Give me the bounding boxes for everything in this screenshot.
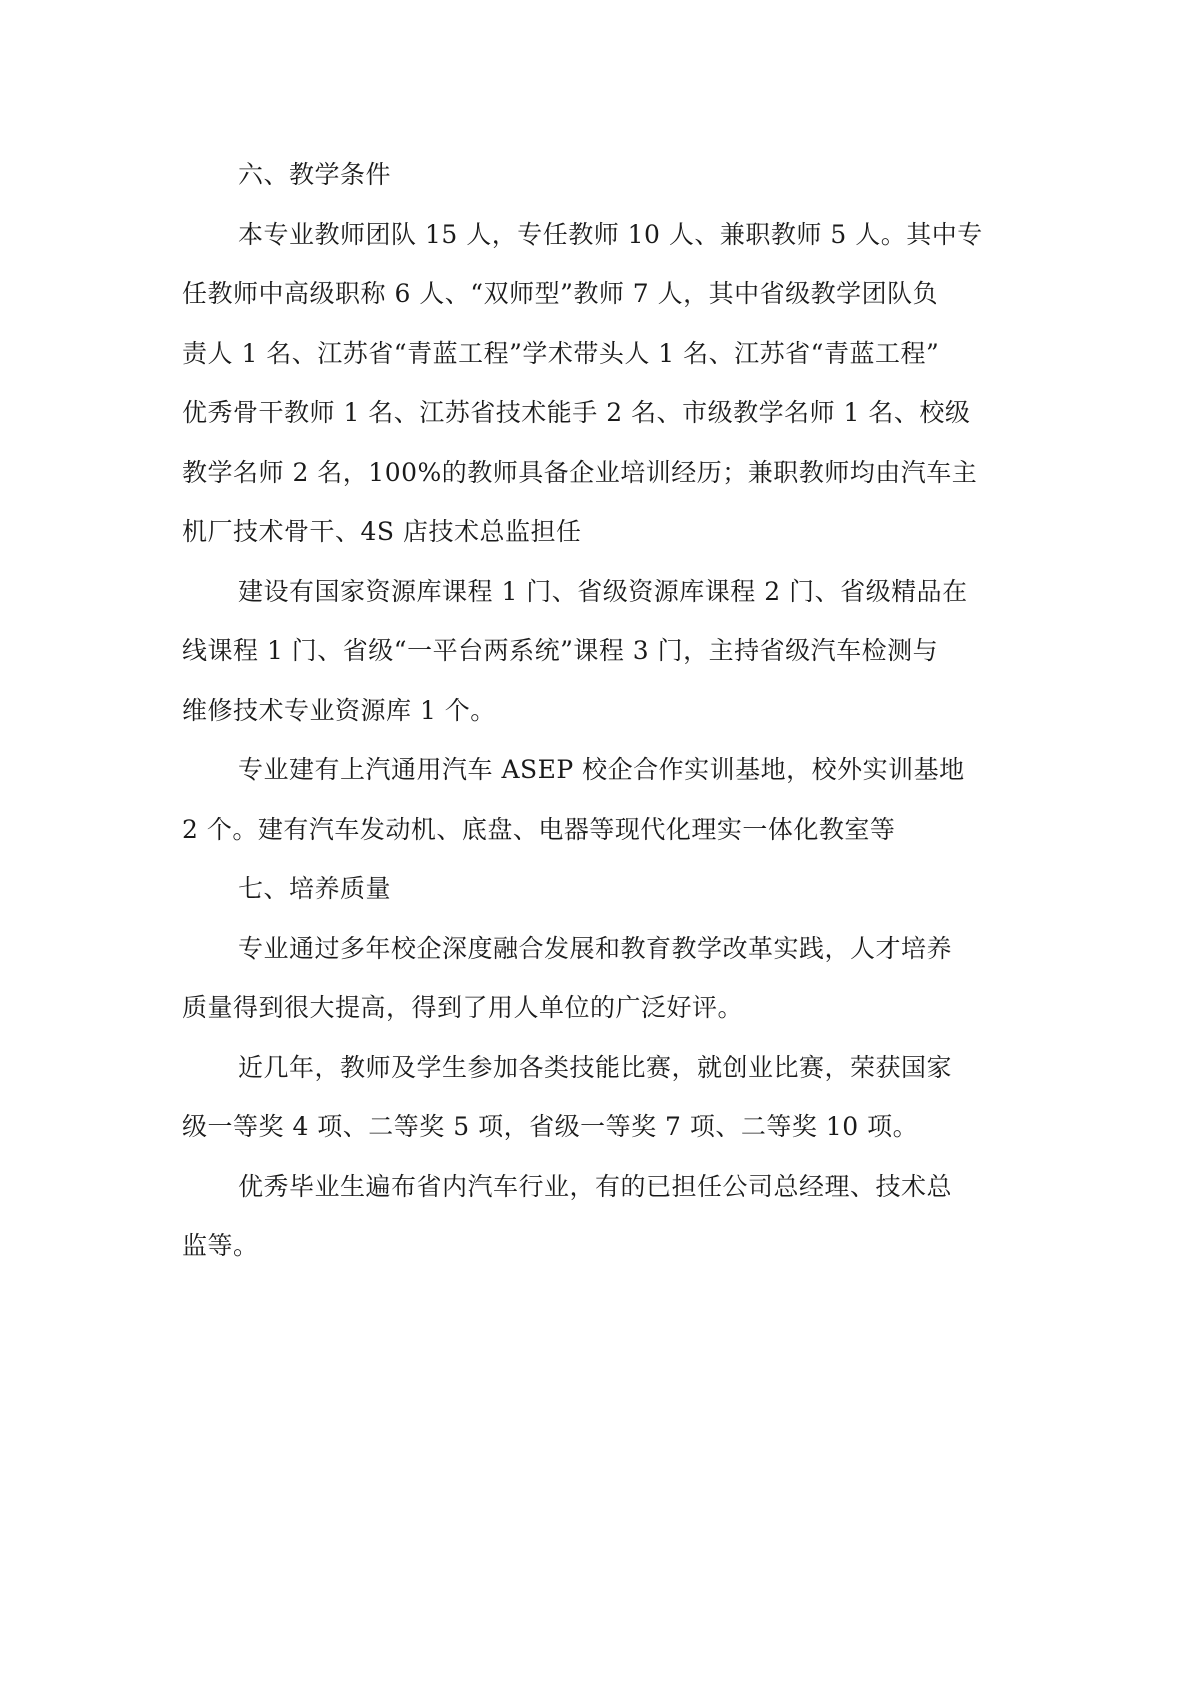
paragraph-line: 责人 1 名、江苏省“青蓝工程”学术带头人 1 名、江苏省“青蓝工程”: [182, 338, 940, 368]
paragraph: [182, 919, 1012, 1038]
document-body: [182, 145, 1012, 1276]
paragraph-line: 2 个。建有汽车发动机、底盘、电器等现代化理实一体化教室等: [182, 814, 896, 844]
paragraph-line: 质量得到很大提高，得到了用人单位的广泛好评。: [182, 993, 744, 1022]
section-6: [182, 145, 1012, 859]
paragraph-line: 线课程 1 门、省级“一平台两系统”课程 3 门，主持省级汽车检测与: [182, 636, 939, 665]
paragraph: [182, 1038, 1012, 1157]
section-heading: 六、教学条件: [238, 160, 392, 189]
paragraph-line: 专业通过多年校企深度融合发展和教育教学改革实践，人才培养: [238, 933, 953, 963]
section-7: [182, 859, 1012, 1276]
paragraph-line: 机厂技术骨干、4S 店技术总监担任: [182, 517, 582, 546]
paragraph-line: 教学名师 2 名，100%的教师具备企业培训经历；兼职教师均由汽车主: [182, 457, 978, 487]
section-heading: 七、培养质量: [238, 874, 392, 903]
paragraph: [182, 562, 1012, 741]
paragraph-line: 近几年，教师及学生参加各类技能比赛，就创业比赛，荣获国家: [238, 1052, 953, 1082]
paragraph-line: 本专业教师团队 15 人，专任教师 10 人、兼职教师 5 人。其中专: [238, 219, 983, 249]
paragraph-line: 维修技术专业资源库 1 个。: [182, 695, 496, 725]
paragraph-line: 建设有国家资源库课程 1 门、省级资源库课程 2 门、省级精品在: [238, 576, 968, 606]
paragraph-line: 专业建有上汽通用汽车 ASEP 校企合作实训基地，校外实训基地: [238, 755, 965, 784]
paragraph: [182, 205, 1012, 562]
paragraph: [182, 1157, 1012, 1276]
paragraph-line: 任教师中高级职称 6 人、“双师型”教师 7 人，其中省级教学团队负: [182, 279, 939, 308]
paragraph-line: 监等。: [182, 1231, 259, 1260]
paragraph-line: 级一等奖 4 项、二等奖 5 项，省级一等奖 7 项、二等奖 10 项。: [182, 1112, 919, 1141]
paragraph-line: 优秀毕业生遍布省内汽车行业，有的已担任公司总经理、技术总: [238, 1171, 953, 1201]
paragraph-line: 优秀骨干教师 1 名、江苏省技术能手 2 名、市级教学名师 1 名、校级: [182, 398, 971, 427]
paragraph: [182, 740, 1012, 859]
